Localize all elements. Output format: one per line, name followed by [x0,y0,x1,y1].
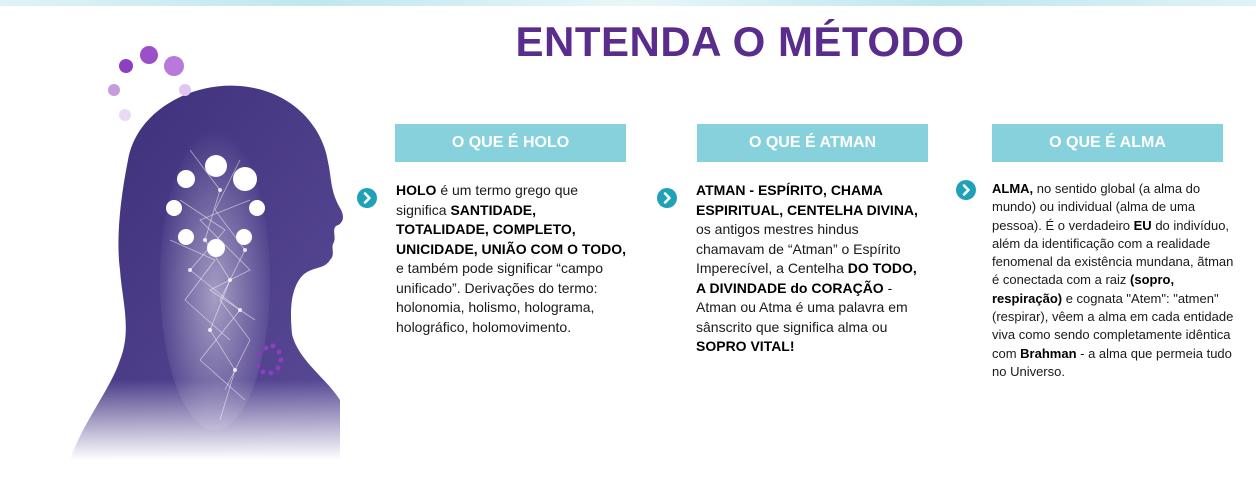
text-run: é um termo grego que significa [396,182,579,218]
column-atman [697,124,928,162]
column-holo [395,124,626,162]
alma-description [992,180,1238,381]
chevron-right-icon [956,180,976,200]
bold-text-run: EU [1133,217,1152,233]
text-run: - Atman ou Atma é uma palavra em sânscrito que significa alma ou [696,279,908,335]
chevron-right-icon [657,188,677,208]
top-decorative-strip [0,0,1256,6]
bold-text-run: Brahman [1020,345,1077,361]
text-run: os antigos mestres hindus chamavam de “Atman” o Espírito Imperecível, a Centelha [696,221,901,276]
bottom-fade [40,380,380,460]
bold-text-run: ATMAN - ESPÍRITO, CHAMA ESPIRITUAL, CENTELHA DIVINA, [696,182,918,218]
bold-text-run: SANTIDADE, TOTALIDADE, COMPLETO, UNICIDADE, UNIÃO COM O TODO, [396,201,626,257]
text-run: do indivíduo, além da identificação com a realidade fenomenal da existência mundana, ãtman é conectada com a raiz [992,217,1234,288]
holo-description [396,181,632,337]
header-o-que-e-atman: O QUE É ATMAN [697,124,928,162]
head-silhouette-illustration [40,40,380,460]
bold-text-run: SOPRO VITAL! [696,338,795,354]
header-o-que-e-alma: O QUE É ALMA [992,124,1223,162]
atman-description [696,181,928,357]
bold-text-run: DO TODO, A DIVINDADE do CORAÇÃO [696,260,917,296]
bold-text-run: HOLO [396,182,437,198]
head-silhouette-icon [40,40,380,460]
chevron-right-icon [357,188,377,208]
text-run: e cognata "Atem": "atmen" (respirar), vêem a alma em cada entidade viva como sendo completamente idêntica com [992,290,1234,361]
page-title: ENTENDA O MÉTODO [515,18,965,65]
text-run: no sentido global (a alma do mundo) ou individual (alma de uma pessoa). É o verdadeiro [992,181,1201,233]
bold-text-run: ALMA, [992,181,1034,196]
bold-text-run: (sopro, respiração) [992,272,1175,306]
column-alma [992,124,1223,162]
header-o-que-e-holo: O QUE É HOLO [395,124,626,162]
text-run: e também pode significar “campo unificado”. Derivações do termo: holonomia, holismo, holograma, holográfico, holomovimento. [396,260,603,335]
text-run: - a alma que permeia tudo no Universo. [992,345,1232,379]
